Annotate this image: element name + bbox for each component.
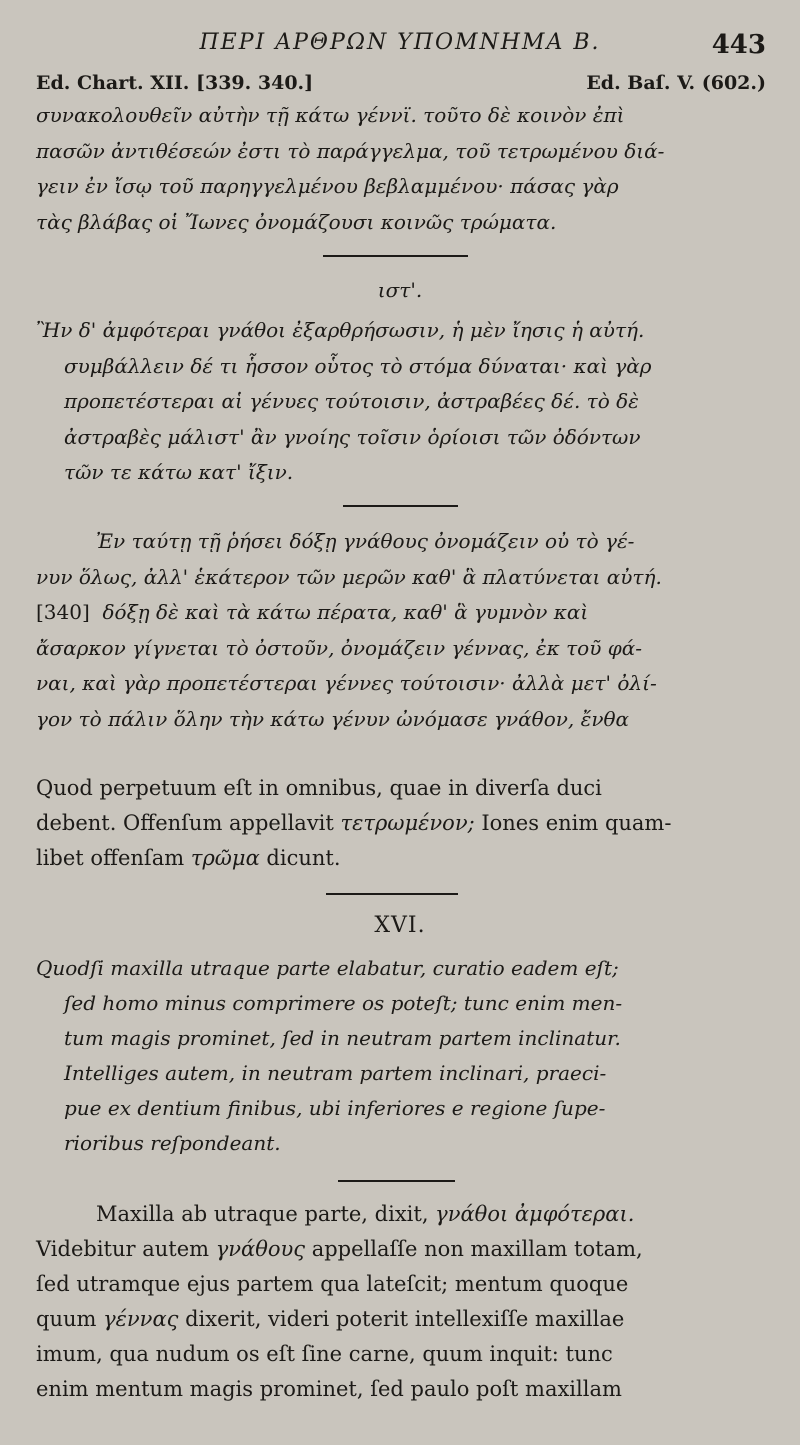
greek-aphorism bbox=[36, 313, 766, 491]
greek-term: τετρωμένον; bbox=[340, 811, 475, 835]
latin-commentary-bottom bbox=[36, 1197, 766, 1407]
text-fragment: debent. Offenſum appellavit bbox=[36, 811, 341, 835]
text-line: πασῶν ἀντιθέσεών ἐστι τὸ παράγγελμα, τοῦ τετρωμένου διά- bbox=[36, 138, 665, 163]
text-line: γειν ἐν ἴσῳ τοῦ παρηγγελμένου βεβλαμμένου· πάσας γὰρ bbox=[36, 174, 619, 198]
text-fragment: Maxilla ab utraque parte, dixit, bbox=[96, 1202, 436, 1226]
greek-commentary-top bbox=[36, 98, 766, 240]
latin-commentary-top bbox=[36, 771, 766, 876]
greek-term: γνάθους bbox=[215, 1237, 306, 1261]
text-line: ſed utramque ejus partem qua lateſcit; mentum quoque bbox=[36, 1272, 629, 1296]
text-line bbox=[36, 1232, 766, 1267]
text-line bbox=[36, 1197, 766, 1232]
text-fragment: libet offenſam bbox=[36, 846, 191, 870]
text-fragment: Videbitur autem bbox=[36, 1237, 216, 1261]
text-fragment: dixerit, videri poterit intellexiſſe maxillae bbox=[178, 1307, 625, 1331]
section-number-latin: XVI. bbox=[374, 913, 426, 938]
page-marker: [340] bbox=[36, 600, 90, 624]
text-line bbox=[36, 1302, 766, 1337]
text-line: γον τὸ πάλιν ὅλην τὴν κάτω γένυν ὠνόμασε γνάθον, ἔνθα bbox=[36, 706, 630, 731]
section-divider bbox=[326, 893, 458, 895]
text-line bbox=[36, 595, 766, 631]
text-line: τὰς βλάβας οἱ Ἴωνες ὀνομάζουσι κοινῶς τρώματα. bbox=[36, 209, 557, 234]
text-line: tum magis prominet, ſed in neutram partem inclinatur. bbox=[64, 1026, 621, 1050]
text-line: συνακολουθεῖν αὐτὴν τῇ κάτω γέννϊ. τοῦτο δὲ κοινὸν ἐπὶ bbox=[36, 103, 625, 127]
text-line bbox=[36, 806, 766, 841]
edition-reference-right: Ed. Baſ. V. (602.) bbox=[586, 72, 766, 94]
text-line: Ἢν δ' ἀμφότεραι γνάθοι ἐξαρθρήσωσιν, ἡ μὲν ἴησις ἡ αὐτή. bbox=[36, 318, 645, 342]
section-divider bbox=[343, 505, 458, 507]
text-line: προπετέστεραι αἱ γένυες τούτοισιν, ἀστραβέες δέ. τὸ δὲ bbox=[64, 389, 639, 413]
text-line: Quod perpetuum eſt in omnibus, quae in diverſa duci bbox=[36, 776, 602, 800]
running-title: ΠΕΡΙ ΑΡΘΡΩΝ ΥΠΟΜΝΗΜΑ Β. bbox=[199, 30, 601, 55]
edition-reference-left: Ed. Chart. XII. [339. 340.] bbox=[36, 72, 314, 94]
greek-term: γέννας bbox=[103, 1307, 179, 1331]
latin-aphorism bbox=[36, 951, 766, 1161]
section-divider bbox=[338, 1180, 455, 1182]
text-line: Intelliges autem, in neutram partem inclinari, praeci- bbox=[64, 1061, 607, 1085]
text-line: ἀστραβὲς μάλιστ' ἂν γνοίης τοῖσιν ὁρίοισι τῶν ὀδόντων bbox=[64, 424, 641, 449]
text-line: imum, qua nudum os eſt ſine carne, quum inquit: tunc bbox=[36, 1342, 613, 1366]
text-fragment: dicunt. bbox=[259, 846, 341, 870]
section-number-greek: ιστ'. bbox=[377, 278, 423, 302]
text-fragment: quum bbox=[36, 1307, 104, 1331]
page-number: 443 bbox=[711, 30, 766, 60]
text-fragment: δόξῃ δὲ καὶ τὰ κάτω πέρατα, καθ' ἃ γυμνὸν καὶ bbox=[102, 600, 589, 624]
text-line: ſed homo minus comprimere os poteſt; tunc enim men- bbox=[64, 991, 623, 1015]
greek-commentary bbox=[36, 524, 766, 737]
text-line: συμβάλλειν δέ τι ἧσσον οὗτος τὸ στόμα δύναται· καὶ γὰρ bbox=[64, 353, 652, 378]
text-line bbox=[36, 841, 766, 876]
text-line: ἄσαρκον γίγνεται τὸ ὀστοῦν, ὀνομάζειν γέννας, ἐκ τοῦ φά- bbox=[36, 635, 642, 660]
text-fragment: Iones enim quam- bbox=[474, 811, 672, 835]
text-line: νυν ὅλως, ἀλλ' ἑκάτερον τῶν μερῶν καθ' ἃ πλατύνεται αὐτή. bbox=[36, 564, 662, 589]
greek-term: τρῶμα bbox=[190, 846, 260, 870]
text-line: pue ex dentium finibus, ubi inferiores e regione ſupe- bbox=[64, 1096, 606, 1120]
greek-term: γνάθοι ἀμφότεραι. bbox=[435, 1202, 635, 1226]
text-line: Ἐν ταύτῃ τῇ ῥήσει δόξῃ γνάθους ὀνομάζειν οὐ τὸ γέ- bbox=[96, 529, 635, 553]
text-line: ναι, καὶ γὰρ προπετέστεραι γέννες τούτοισιν· ἀλλὰ μετ' ὀλί- bbox=[36, 671, 657, 695]
text-line: Quodſi maxilla utraque parte elabatur, curatio eadem eſt; bbox=[36, 956, 619, 980]
text-line: τῶν τε κάτω κατ' ἴξιν. bbox=[64, 460, 294, 484]
section-divider bbox=[323, 255, 468, 257]
text-fragment: appellaſſe non maxillam totam, bbox=[305, 1237, 643, 1261]
text-line: rioribus reſpondeant. bbox=[64, 1131, 281, 1155]
text-line: enim mentum magis prominet, ſed paulo poſt maxillam bbox=[36, 1377, 622, 1401]
